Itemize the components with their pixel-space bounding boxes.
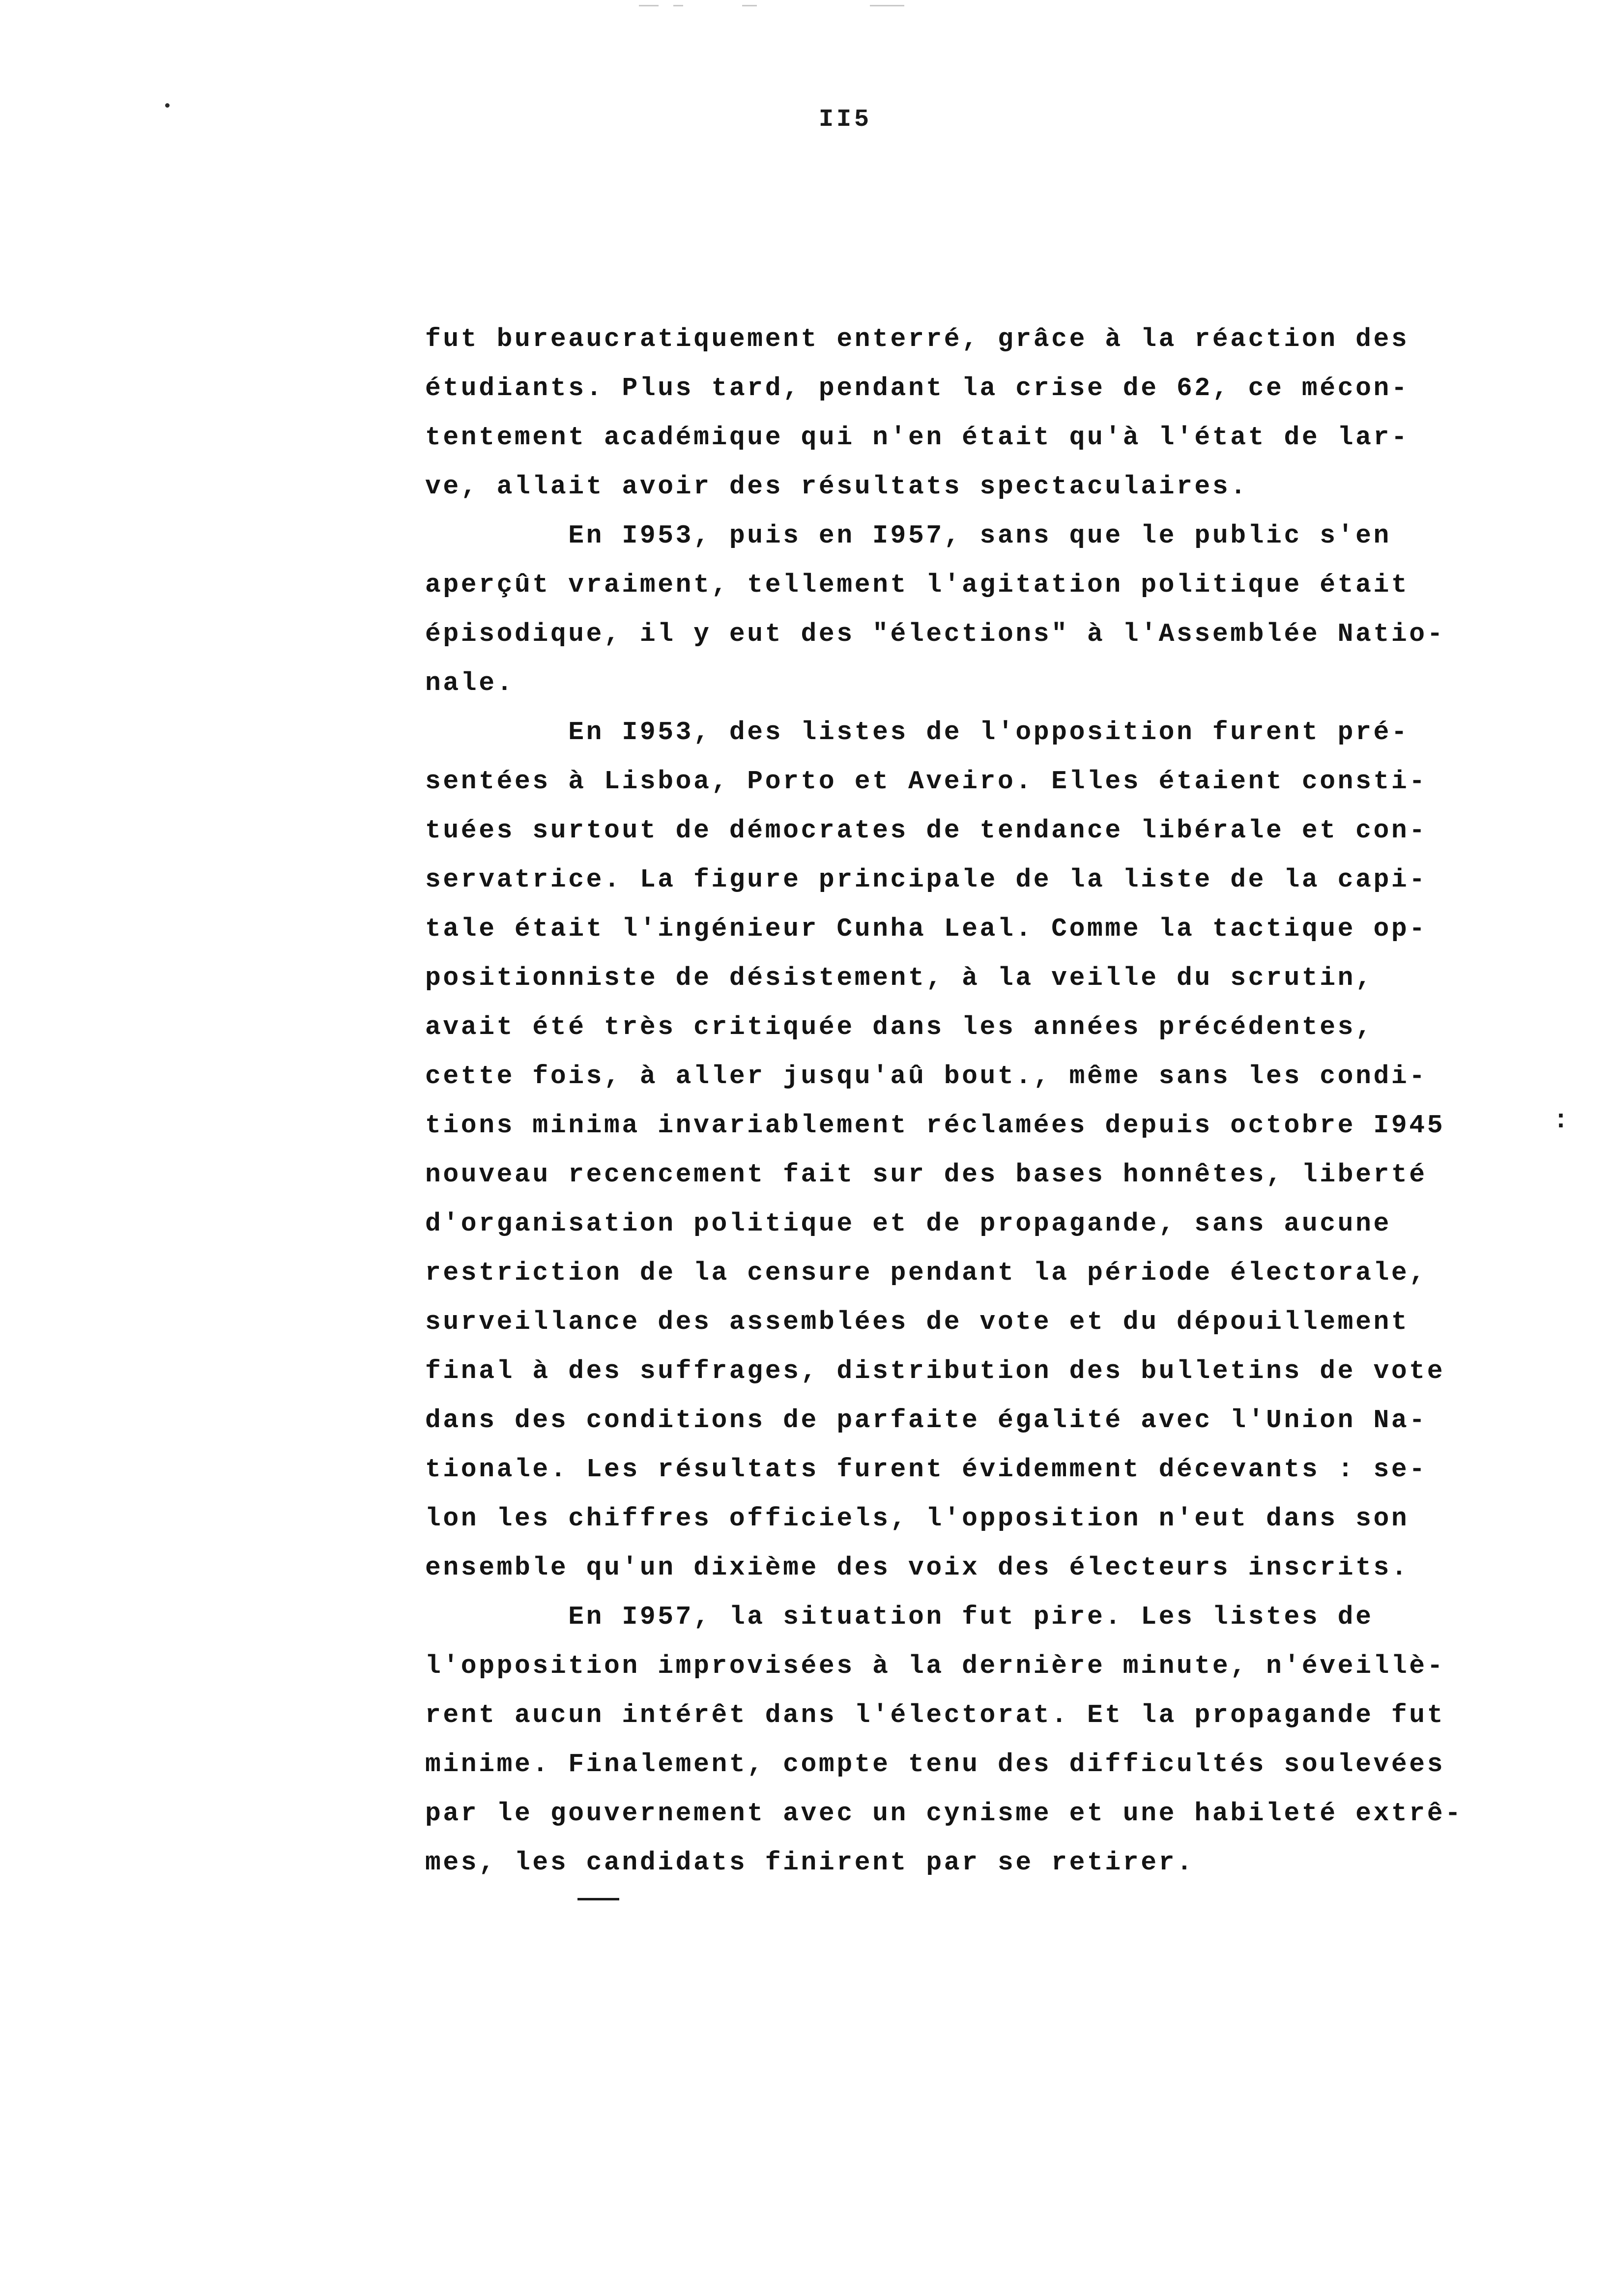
stray-mark — [165, 103, 170, 108]
text-line: ve, allait avoir des résultats spectaculaires. — [425, 472, 1248, 501]
text-line: dans des conditions de parfaite égalité avec l'Union Na- — [425, 1406, 1427, 1435]
text-line: En I953, des listes de l'opposition furent pré- — [425, 718, 1410, 747]
text-line: En I953, puis en I957, sans que le public s'en — [425, 521, 1391, 550]
text-line: tentement académique qui n'en était qu'à l'état de lar- — [425, 423, 1410, 452]
scan-artifact — [639, 5, 914, 8]
body-text — [425, 315, 1575, 1887]
text-line: par le gouvernement avec un cynisme et une habileté extrê- — [425, 1799, 1463, 1828]
text-line: rent aucun intérêt dans l'électorat. Et la propagande fut — [425, 1700, 1445, 1730]
text-line: étudiants. Plus tard, pendant la crise de 62, ce mécon- — [425, 373, 1410, 403]
text-line: d'organisation politique et de propagande, sans aucune — [425, 1209, 1391, 1238]
text-line: positionniste de désistement, à la veille du scrutin, — [425, 963, 1374, 993]
margin-mark: : — [1553, 1106, 1569, 1135]
text-line: épisodique, il y eut des "élections" à l'Assemblée Natio- — [425, 619, 1445, 649]
text-line: tions minima invariablement réclamées depuis octobre I945 — [425, 1111, 1445, 1140]
text-line: tionale. Les résultats furent évidemment décevants : se- — [425, 1455, 1427, 1484]
text-line: avait été très critiquée dans les années précédentes, — [425, 1012, 1374, 1042]
text-line: restriction de la censure pendant la période électorale, — [425, 1258, 1427, 1288]
text-line: nouveau recencement fait sur des bases honnêtes, liberté — [425, 1160, 1427, 1189]
text-line: cette fois, à aller jusqu'aû bout., même sans les condi- — [425, 1062, 1427, 1091]
text-line: nale. — [425, 668, 515, 698]
text-line: mes, les candidats finirent par se retirer. — [425, 1848, 1195, 1877]
text-line: lon les chiffres officiels, l'opposition n'eut dans son — [425, 1504, 1410, 1533]
handwritten-underline — [577, 1898, 619, 1900]
text-line: tuées surtout de démocrates de tendance libérale et con- — [425, 816, 1427, 845]
text-line: fut bureaucratiquement enterré, grâce à la réaction des — [425, 324, 1410, 354]
text-line: surveillance des assemblées de vote et du dépouillement — [425, 1307, 1410, 1337]
text-line: ensemble qu'un dixième des voix des électeurs inscrits. — [425, 1553, 1410, 1582]
text-line: final à des suffrages, distribution des bulletins de vote — [425, 1356, 1445, 1386]
text-line: En I957, la situation fut pire. Les listes de — [425, 1602, 1374, 1632]
page-number: II5 — [818, 106, 872, 134]
text-line: l'opposition improvisées à la dernière minute, n'éveillè- — [425, 1651, 1445, 1681]
text-line: sentées à Lisboa, Porto et Aveiro. Elles étaient consti- — [425, 767, 1427, 796]
text-line: aperçût vraiment, tellement l'agitation politique était — [425, 570, 1410, 600]
text-line: servatrice. La figure principale de la liste de la capi- — [425, 865, 1427, 894]
text-line: tale était l'ingénieur Cunha Leal. Comme la tactique op- — [425, 914, 1427, 944]
text-line: minime. Finalement, compte tenu des difficultés soulevées — [425, 1750, 1445, 1779]
